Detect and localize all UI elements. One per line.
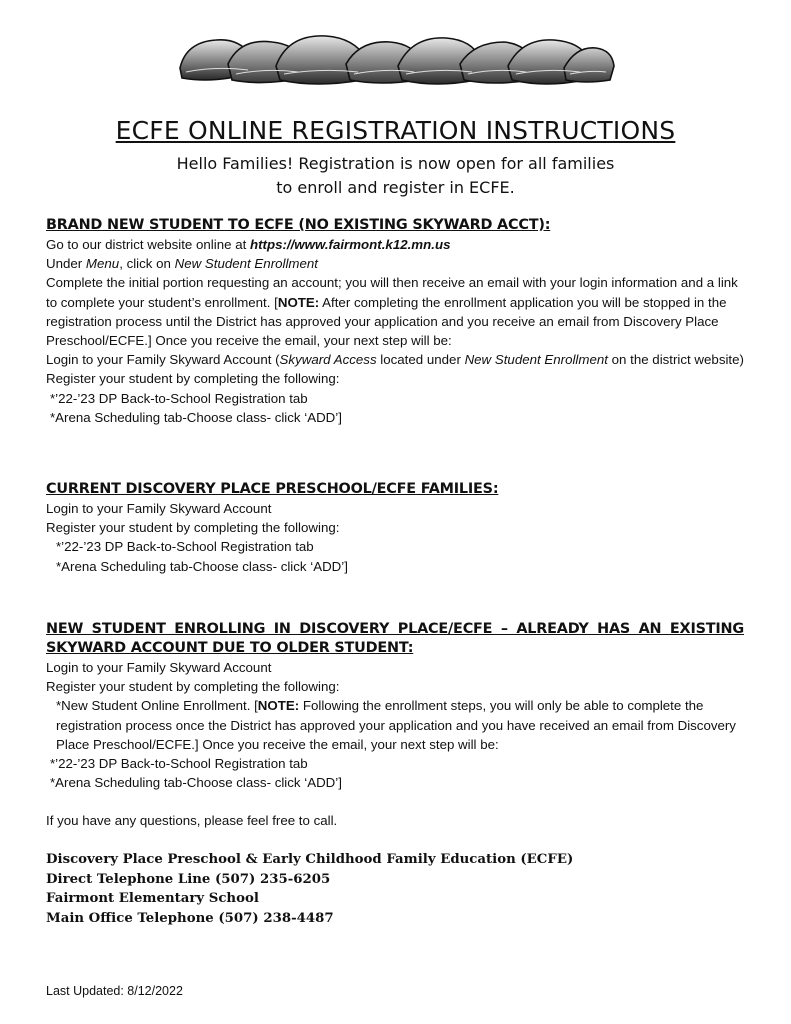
page-title: ECFE ONLINE REGISTRATION INSTRUCTIONS <box>115 116 676 145</box>
instructions-paragraph <box>46 273 744 350</box>
section-heading: BRAND NEW STUDENT TO ECFE (NO EXISTING SKYWARD ACCT): <box>46 217 551 233</box>
enrollment-paragraph <box>46 696 744 754</box>
login-line: Login to your Family Skyward Account <box>46 660 272 675</box>
register-line: Register your student by completing the following: <box>46 371 340 387</box>
registration-tab-line: *’22-’23 DP Back-to-School Registration tab <box>56 539 314 555</box>
text: located under <box>376 352 465 368</box>
section-new-student <box>46 216 744 427</box>
website-line <box>46 235 744 254</box>
menu-label: Menu <box>85 256 120 272</box>
login-line: Login to your Family Skyward Account <box>46 501 272 516</box>
intro-line-1: Hello Families! Registration is now open for all families <box>176 154 615 173</box>
registration-tab-line: *’22-’23 DP Back-to-School Registration tab <box>50 756 308 772</box>
new-student-enrollment-label: New Student Enrollment <box>464 352 608 368</box>
section-heading: NEW STUDENT ENROLLING IN DISCOVERY PLACE/ECFE – ALREADY HAS AN EXISTING SKYWARD ACCOUNT DUE TO OLDER STUDENT: <box>46 621 744 656</box>
contact-school: Fairmont Elementary School <box>46 891 259 906</box>
register-line: Register your student by completing the following: <box>46 679 340 695</box>
skyward-access-label: Skyward Access <box>279 352 377 368</box>
text: Under <box>46 256 86 272</box>
last-updated: Last Updated: 8/12/2022 <box>46 984 183 998</box>
text: , click on <box>119 256 175 272</box>
text: Login to your Family Skyward Account ( <box>46 352 280 368</box>
registration-tab-line: *’22-’23 DP Back-to-School Registration tab <box>50 390 308 406</box>
section-heading: CURRENT DISCOVERY PLACE PRESCHOOL/ECFE FAMILIES: <box>46 481 499 497</box>
text: After completing the enrollment application you will be stopped in the registration process until the District has approved your application and you receive an email from Discovery Place Preschool/ECFE.] Once you receive the email, your next step will be: <box>46 294 727 349</box>
note-label: NOTE: <box>277 294 320 310</box>
intro-text <box>0 152 791 200</box>
section-existing-account <box>46 620 744 831</box>
questions-line: If you have any questions, please feel free to call. <box>46 813 338 829</box>
text: Following the enrollment steps, you will only be able to complete the registration process once the District has approved your application and you have received an email from Discovery Place Preschool/ECFE.] Once you receive the email, your next step will be: <box>56 698 736 752</box>
contact-direct-phone: Direct Telephone Line (507) 235-6205 <box>46 871 331 887</box>
section-current-families <box>46 480 744 576</box>
menu-line <box>46 254 744 273</box>
intro-line-2: to enroll and register in ECFE. <box>276 178 515 197</box>
login-paragraph <box>46 350 744 369</box>
shoes-banner-image <box>176 28 616 90</box>
register-line: Register your student by completing the following: <box>46 520 340 536</box>
new-student-enrollment-label: New Student Enrollment <box>174 256 318 272</box>
text: on the district website) <box>607 352 744 368</box>
arena-scheduling-line: *Arena Scheduling tab-Choose class- click ‘ADD’] <box>50 775 342 791</box>
text: Complete the initial portion requesting an account; you will then receive an email with your login information and a link to complete your student’s enrollment. [ <box>46 275 738 310</box>
text: *New Student Online Enrollment. [ <box>56 698 258 714</box>
contact-organization: Discovery Place Preschool & Early Childhood Family Education (ECFE) <box>46 852 574 867</box>
contact-main-phone: Main Office Telephone (507) 238-4487 <box>46 910 334 926</box>
arena-scheduling-line: *Arena Scheduling tab-Choose class- click ‘ADD’] <box>56 558 348 574</box>
arena-scheduling-line: *Arena Scheduling tab-Choose class- click ‘ADD’] <box>50 409 342 425</box>
contact-block <box>46 850 573 928</box>
text: Go to our district website online at <box>46 237 250 252</box>
note-label: NOTE: <box>257 698 300 714</box>
district-website-link[interactable]: https://www.fairmont.k12.mn.us <box>250 237 451 252</box>
